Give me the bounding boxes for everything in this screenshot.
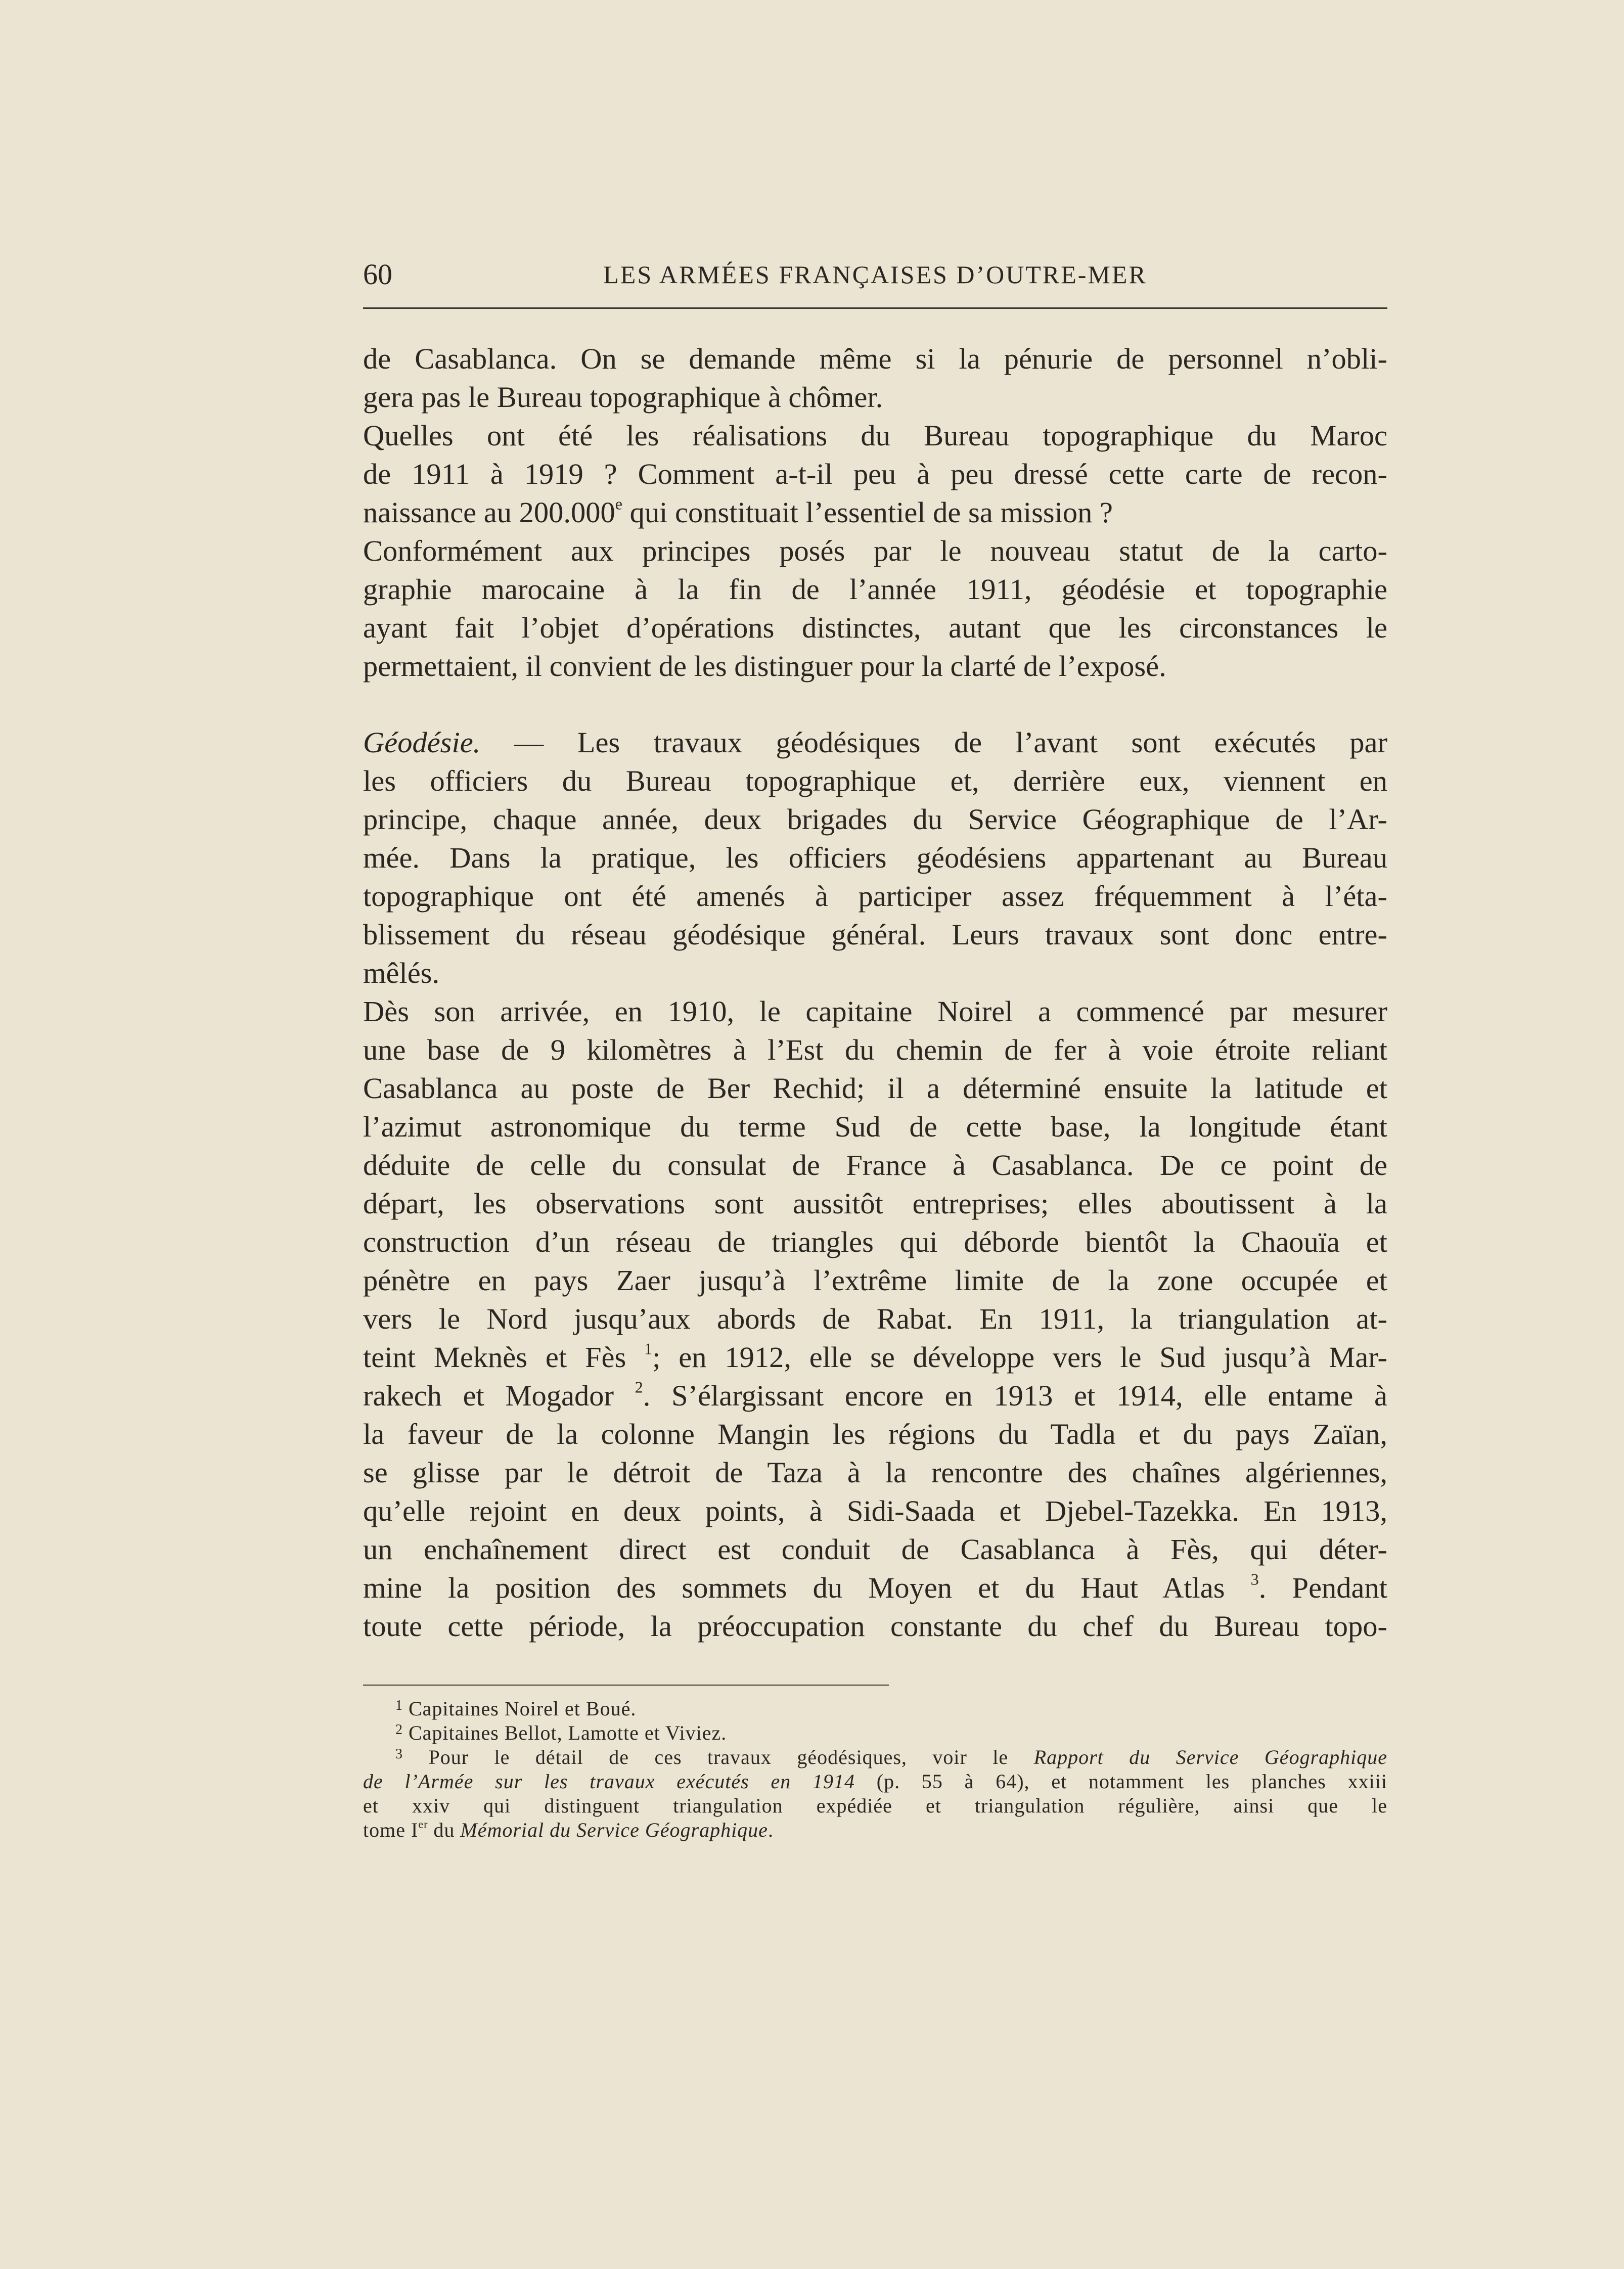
- text-line: se glisse par le détroit de Taza à la rencontre des chaînes algériennes,: [363, 1456, 1387, 1489]
- footnote-3-line: et xxiv qui distinguent triangulation expédiée et triangulation régulière, ainsi que le: [363, 1794, 1387, 1817]
- text-segment: qui constituait l’essentiel de sa mission ?: [622, 496, 1113, 529]
- text-line: blissement du réseau géodésique général. Leurs travaux sont donc entre-: [363, 918, 1387, 951]
- footnote-text: tome I: [363, 1819, 419, 1841]
- footnote-mark: 2: [395, 1721, 403, 1738]
- footnotes: [363, 1697, 1387, 1842]
- section-gap: [363, 686, 1387, 723]
- footnote-mark: 1: [395, 1697, 403, 1713]
- header-rule: [363, 307, 1387, 309]
- text-segment: — Les travaux géodésiques de l’avant sont exécutés par: [480, 726, 1387, 759]
- footnote-2: [363, 1721, 1387, 1745]
- text-line: Quelles ont été les réalisations du Bureau topographique du Maroc: [363, 419, 1387, 452]
- body-text: [363, 340, 1387, 1646]
- text-line: qu’elle rejoint en deux points, à Sidi-Saada et Djebel-Tazekka. En 1913,: [363, 1494, 1387, 1527]
- running-title: LES ARMÉES FRANÇAISES D’OUTRE-MER: [603, 260, 1147, 289]
- text-line: topographique ont été amenés à participer assez fréquemment à l’éta-: [363, 880, 1387, 913]
- text-line: vers le Nord jusqu’aux abords de Rabat. En 1911, la triangulation at-: [363, 1302, 1387, 1335]
- text-line: Dès son arrivée, en 1910, le capitaine Noirel a commencé par mesurer: [363, 995, 1387, 1028]
- page-header: [363, 257, 1387, 292]
- text-line: pénètre en pays Zaer jusqu’à l’extrême limite de la zone occupée et: [363, 1264, 1387, 1297]
- text-segment: rakech et Mogador: [363, 1379, 635, 1412]
- text-line: gera pas le Bureau topographique à chômer.: [363, 381, 883, 414]
- text-line: mée. Dans la pratique, les officiers géodésiens appartenant au Bureau: [363, 841, 1387, 874]
- footnote-1: [363, 1697, 1387, 1721]
- footnote-title-italic: de l’Armée sur les travaux exécutés en 1914: [363, 1770, 855, 1793]
- text-line: de 1911 à 1919 ? Comment a-t-il peu à peu dressé cette carte de recon-: [363, 458, 1387, 490]
- text-line: Conformément aux principes posés par le nouveau statut de la carto-: [363, 534, 1387, 567]
- text-line: l’azimut astronomique du terme Sud de cette base, la longitude étant: [363, 1110, 1387, 1143]
- text-line: [363, 1569, 1387, 1607]
- text-line: [363, 1377, 1387, 1415]
- footnote-3-line: [363, 1818, 1387, 1842]
- text-line: la faveur de la colonne Mangin les régions du Tadla et du pays Zaïan,: [363, 1418, 1387, 1450]
- footnote-mark: 3: [395, 1746, 403, 1762]
- page-number: 60: [363, 258, 392, 291]
- text-segment: teint Meknès et Fès: [363, 1341, 645, 1374]
- text-line: toute cette période, la préoccupation constante du chef du Bureau topo-: [363, 1610, 1387, 1643]
- footnote-title-italic: Rapport du Service Géographique: [1033, 1746, 1387, 1768]
- text-line: mêlés.: [363, 957, 440, 989]
- text-line: permettaient, il convient de les distinguer pour la clarté de l’exposé.: [363, 650, 1166, 683]
- text-segment: ; en 1912, elle se développe vers le Sud jusqu’à Mar-: [652, 1341, 1387, 1374]
- text-line: de Casablanca. On se demande même si la pénurie de personnel n’obli-: [363, 342, 1387, 375]
- text-segment: . S’élargissant encore en 1913 et 1914, elle entame à: [643, 1379, 1387, 1412]
- footnote-text: Capitaines Bellot, Lamotte et Viviez.: [403, 1721, 727, 1744]
- ordinal-superscript: er: [418, 1818, 428, 1831]
- text-line: [363, 493, 1387, 532]
- ordinal-superscript: e: [615, 494, 623, 513]
- text-line: déduite de celle du consulat de France à Casablanca. De ce point de: [363, 1149, 1387, 1182]
- text-line: les officiers du Bureau topographique et, derrière eux, viennent en: [363, 764, 1387, 797]
- text-line: une base de 9 kilomètres à l’Est du chemin de fer à voie étroite reliant: [363, 1033, 1387, 1066]
- text-line: Casablanca au poste de Ber Rechid; il a déterminé ensuite la latitude et: [363, 1072, 1387, 1105]
- text-line: [363, 723, 1387, 762]
- footnote-text: Pour le détail de ces travaux géodésiques, voir le: [403, 1746, 1034, 1768]
- footnote-text: Capitaines Noirel et Boué.: [403, 1697, 637, 1720]
- text-line: ayant fait l’objet d’opérations distinctes, autant que les circonstances le: [363, 611, 1387, 644]
- footnote-text: (p. 55 à 64), et notamment les planches xxiii: [855, 1770, 1387, 1793]
- footnote-ref: 2: [635, 1378, 643, 1396]
- text-segment: naissance au 200.000: [363, 496, 615, 529]
- text-line: construction d’un réseau de triangles qui déborde bientôt la Chaouïa et: [363, 1226, 1387, 1258]
- text-line: principe, chaque année, deux brigades du Service Géographique de l’Ar-: [363, 803, 1387, 836]
- footnote-text: .: [768, 1819, 774, 1841]
- text-line: [363, 1338, 1387, 1377]
- text-line: départ, les observations sont aussitôt entreprises; elles aboutissent à la: [363, 1187, 1387, 1220]
- footnote-ref: 1: [644, 1339, 653, 1358]
- text-segment: mine la position des sommets du Moyen et du Haut Atlas: [363, 1571, 1251, 1604]
- footnote-ref: 3: [1250, 1570, 1259, 1589]
- footnote-3-line: [363, 1769, 1387, 1794]
- footnote-title-italic: Mémorial du Service Géographique: [460, 1819, 768, 1841]
- footnote-text: du: [428, 1819, 461, 1841]
- text-line: graphie marocaine à la fin de l’année 1911, géodésie et topographie: [363, 573, 1387, 606]
- section-runin-heading: Géodésie.: [363, 726, 481, 759]
- text-line: un enchaînement direct est conduit de Casablanca à Fès, qui déter-: [363, 1533, 1387, 1566]
- footnote-3: [363, 1745, 1387, 1769]
- footnote-rule: [363, 1685, 889, 1686]
- text-segment: . Pendant: [1258, 1571, 1388, 1604]
